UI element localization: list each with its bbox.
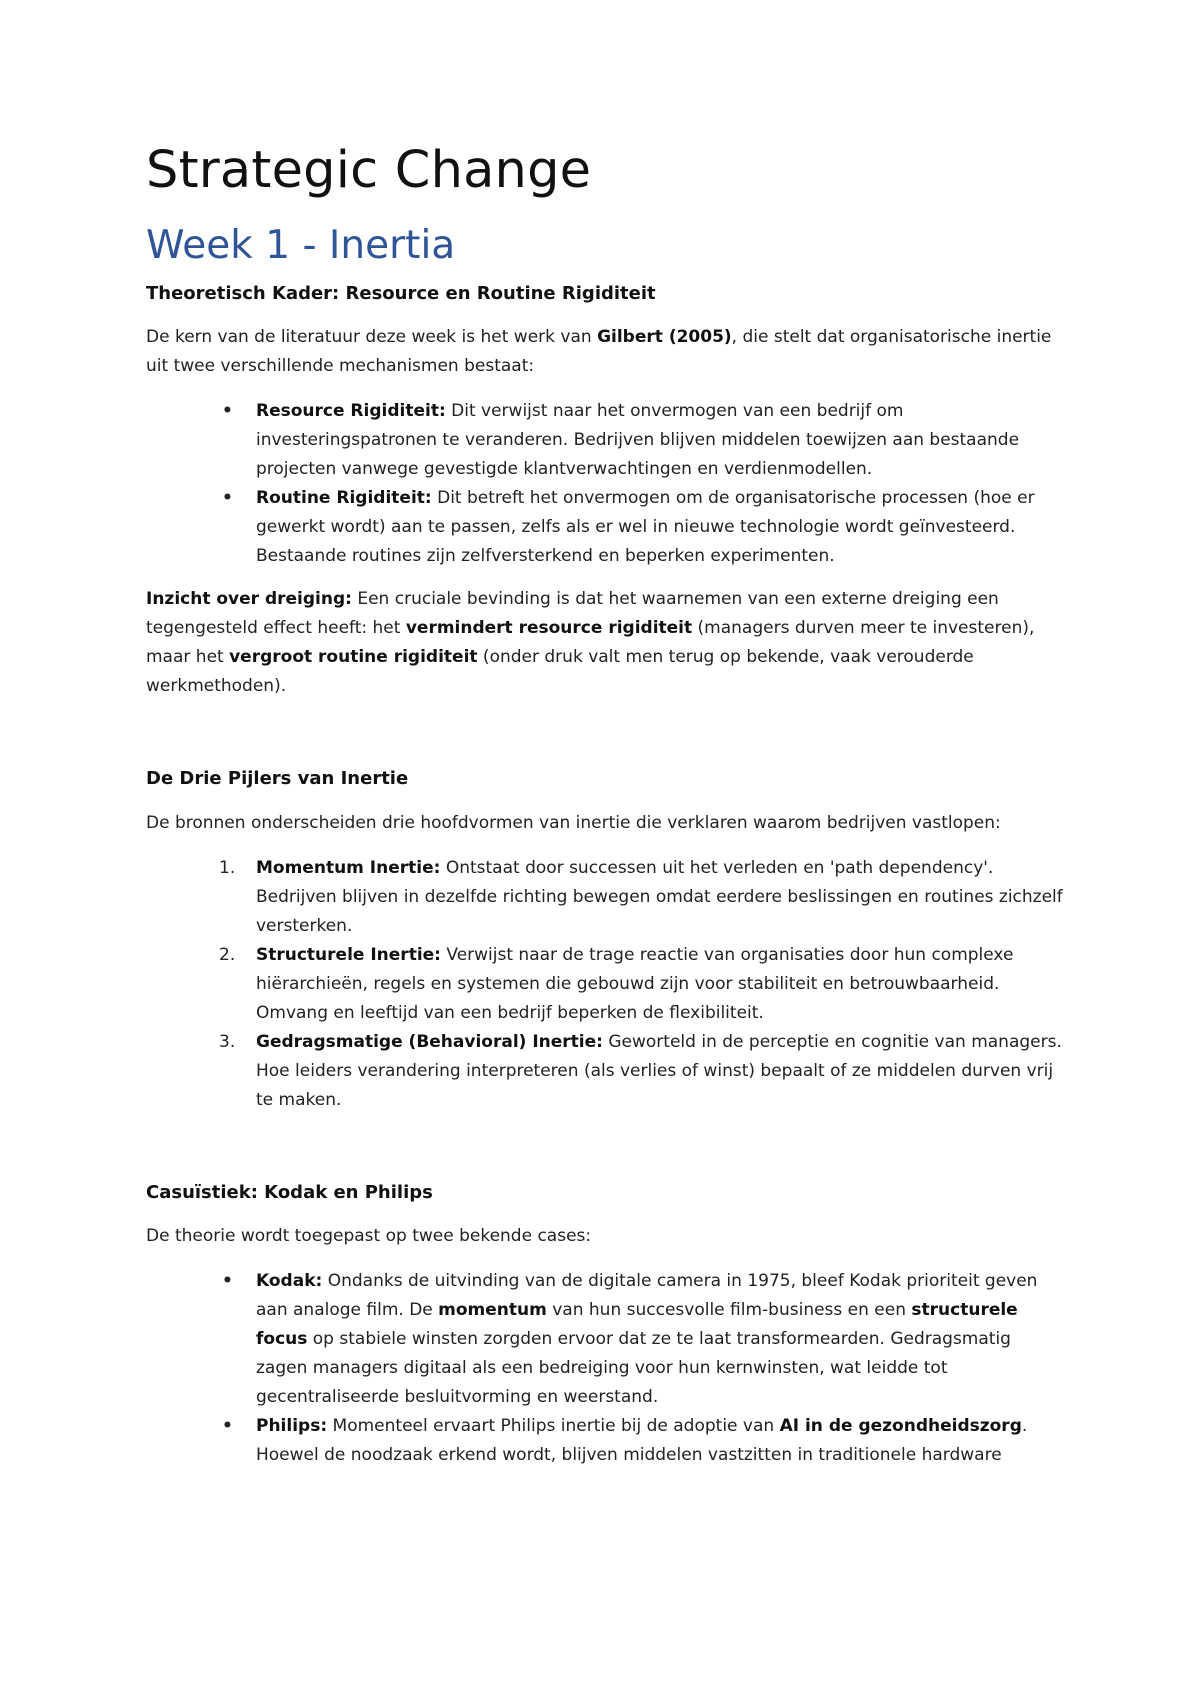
bullet-icon: •: [222, 1271, 233, 1292]
list-item: [219, 854, 1066, 941]
week-heading: Week 1 - Inertia: [146, 223, 456, 269]
list-item: [219, 1028, 1066, 1115]
rigidity-bullet-list: [146, 397, 1066, 571]
list-number: 2.: [219, 944, 236, 965]
list-number: 1.: [219, 857, 236, 878]
document-title: Strategic Change: [146, 141, 592, 200]
document-page: [146, 140, 1066, 1470]
cases-intro-paragraph: De theorie wordt toegepast op twee bekende cases:: [146, 1226, 592, 1247]
intro-text-continued: , die stelt dat organisatorische inertie uit twee verschillende mechanismen bestaat:: [146, 327, 1052, 377]
list-item-text: Dit verwijst naar het onvermogen van een bedrijf om investeringspatronen te veranderen. Bedrijven blijven middelen toewijzen aan bestaande projecten vanwege gevestigde klantverwachtingen en verdienmodellen.: [256, 401, 1020, 480]
pillars-intro-paragraph: De bronnen onderscheiden drie hoofdvormen van inertie die verklaren waarom bedrijven vastlopen:: [146, 812, 1001, 833]
list-item-term: Structurele Inertie:: [256, 944, 441, 965]
list-item-term: Kodak:: [256, 1271, 323, 1292]
list-item-kodak: [222, 1267, 1066, 1412]
cases-bullet-list: [146, 1267, 1066, 1470]
list-item-term: Routine Rigiditeit:: [256, 488, 432, 509]
list-item-text: Dit betreft het onvermogen om de organisatorische processen (hoe er gewerkt wordt) aan te passen, zelfs als er wel in nieuwe technologie wordt geïnvesteerd. Bestaande routines zijn zelfversterkend en beperken experimenten.: [256, 488, 1035, 567]
list-item-text: van hun succesvolle film-business en een: [546, 1300, 912, 1321]
list-number: 3.: [219, 1031, 236, 1052]
bullet-icon: •: [222, 488, 233, 509]
list-item-text: Verwijst naar de trage reactie van organisaties door hun complexe hiërarchieën, regels en systemen die gebouwd zijn voor stabiliteit en betrouwbaarheid. Omvang en leeftijd van een bedrijf beperken de flexibiliteit.: [256, 944, 1014, 1023]
list-item-emphasis: AI in de gezondheidszorg: [779, 1416, 1022, 1437]
bullet-icon: •: [222, 1416, 233, 1437]
list-item-term: Philips:: [256, 1416, 328, 1437]
list-item-text: Ondanks de uitvinding van de digitale camera in 1975, bleef Kodak prioriteit geven aan analoge film. De: [256, 1271, 1038, 1321]
list-item: [222, 484, 1066, 571]
list-item-text: op stabiele winsten zorgden ervoor dat ze te laat transformearden. Gedragsmatig zagen managers digitaal als een bedreiging voor hun kernwinsten, wat leidde tot gecentraliseerde besluitvorming en weerstand.: [256, 1329, 1011, 1408]
list-item-term: Resource Rigiditeit:: [256, 401, 446, 422]
list-item-term: Momentum Inertie:: [256, 857, 441, 878]
threat-emphasis: vermindert resource rigiditeit: [405, 618, 693, 639]
threat-text: (onder druk valt men terug op bekende, vaak verouderde werkmethoden).: [146, 647, 974, 697]
intro-paragraph: [146, 323, 1066, 381]
threat-text: Een cruciale bevinding is dat het waarnemen van een externe dreiging een tegengesteld effect heeft: het: [146, 589, 999, 639]
list-item-emphasis: momentum: [438, 1300, 547, 1321]
list-item-text: . Hoewel de noodzaak erkend wordt, blijven middelen vastzitten in traditionele hardware: [256, 1416, 1028, 1466]
section-heading-cases: Casuïstiek: Kodak en Philips: [146, 1181, 433, 1203]
list-item-text: Ontstaat door successen uit het verleden en 'path dependency'. Bedrijven blijven in dezelfde richting bewegen omdat eerdere beslissingen en routines zichzelf versterken.: [256, 857, 1063, 936]
list-item-term: Gedragsmatige (Behavioral) Inertie:: [256, 1031, 603, 1052]
intro-text: De kern van de literatuur deze week is het werk van: [146, 327, 598, 348]
threat-insight-paragraph: [146, 585, 1066, 701]
bullet-icon: •: [222, 401, 233, 422]
list-item: [222, 397, 1066, 484]
intro-citation: Gilbert (2005): [597, 327, 732, 348]
list-item-text: Momenteel ervaart Philips inertie bij de adoptie van: [327, 1416, 780, 1437]
list-item-emphasis: structurele focus: [256, 1300, 1018, 1350]
pillars-numbered-list: [146, 854, 1066, 1115]
list-item-philips: [222, 1412, 1066, 1470]
section-heading-three-pillars: De Drie Pijlers van Inertie: [146, 768, 409, 790]
threat-text: (managers durven meer te investeren), maar het: [146, 618, 1035, 668]
list-item: [219, 941, 1066, 1028]
list-item-text: Geworteld in de perceptie en cognitie van managers. Hoe leiders verandering interpreteren (als verlies of winst) bepaalt of ze middelen durven vrij te maken.: [256, 1031, 1062, 1110]
section-heading-theoretical-framework: Theoretisch Kader: Resource en Routine Rigiditeit: [146, 282, 656, 304]
threat-insight-term: Inzicht over dreiging:: [146, 589, 352, 610]
threat-emphasis: vergroot routine rigiditeit: [229, 647, 478, 668]
